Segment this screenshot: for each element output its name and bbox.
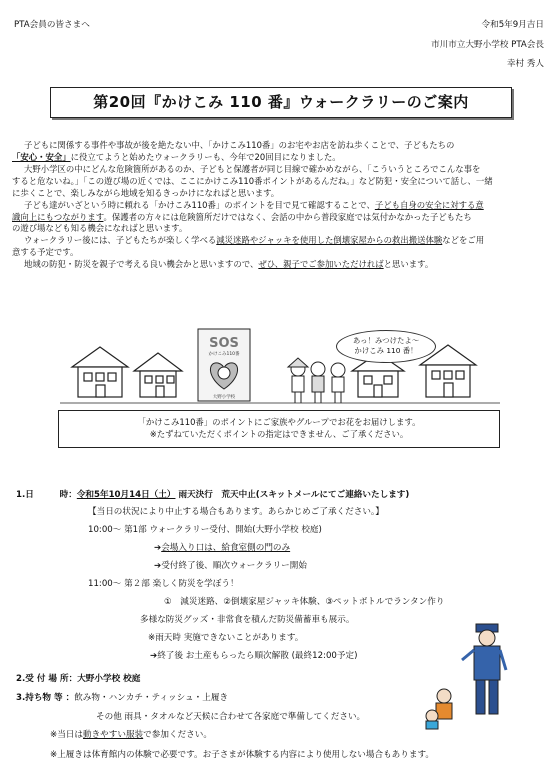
part2-activities: ① 減災迷路、②倒壊家屋ジャッキ体験、③ペットボトルでランタン作り <box>164 597 445 607</box>
notice-line: ※たずねていただくポイントの指定はできません、ご了承ください。 <box>149 429 409 440</box>
safety-emphasis: 「安心・安全」 <box>12 151 71 162</box>
note-emphasis: 動きやすい服装 <box>82 730 144 740</box>
part1-start: ➔受付終了後、順次ウォークラリー開始 <box>154 561 307 571</box>
gate-info: 会場入り口は、給食室側の門のみ <box>161 543 291 553</box>
intro-text: に役立てようと始めたウォークラリーも、今年で20回目になりました。 <box>70 151 341 162</box>
intro-section <box>12 140 548 271</box>
rain-note: ※雨天時 実施できないことがあります。 <box>148 633 304 643</box>
sos-subtitle: かけこみ110番 <box>208 352 240 357</box>
intro-text: 地域の防犯・防災を親子で考える良い機会かと思いますので、 <box>24 259 259 270</box>
addressee: PTA会員の皆さまへ <box>14 20 90 30</box>
street-illustration <box>0 325 558 415</box>
intro-emphasis: 子ども自身の安全に対する意 <box>374 199 484 210</box>
issue-date: 令和5年9月吉日 <box>481 20 544 30</box>
intro-text: 意する予定です。 <box>12 247 79 258</box>
intro-text: 子ども達がいざという時に頼れる「かけこみ110番」のポイントを目で見て確認することで、 <box>24 199 375 210</box>
part2-schedule: 11:00～ 第２部 楽しく防災を学ぼう！ <box>88 579 239 589</box>
notice-box <box>58 410 500 448</box>
bubble-line: かけこみ 110 番！ <box>354 346 418 356</box>
items-value: 飲み物・ハンカチ・ティッシュ・上履き <box>74 693 229 703</box>
children-icon <box>288 358 345 403</box>
shoes-note: ※上履きは体育館内の体験で必要です。お子さまが体験する内容により使用しない場合もあります。 <box>50 750 434 760</box>
note-text: ※当日は <box>50 730 83 740</box>
bubble-line: あっ！みつけたよ～ <box>352 336 420 345</box>
items-label: 3.持ち物 等 ： <box>16 693 75 703</box>
intro-text: すると危ないね。」「この遊び場の近くでは、ここにかけこみ110番ポイントがあるんだね。」など防犯・安全について話し、一緒 <box>12 175 493 186</box>
part1-schedule: 10:00～ 第1部 ウォークラリー受付、開始(大野小学校 校庭) <box>88 525 322 535</box>
dismissal-info: ➔終了後 お土産もらったら順次解散 (最終12:00予定) <box>150 651 358 661</box>
date-note: 【当日の状況により中止する場合もあります。あらかじめご了承ください。】 <box>88 507 384 517</box>
place-label: 2.受 付 場 所： <box>16 674 78 684</box>
date-value: 令和5年10月14日（土） <box>76 490 176 500</box>
organization: 市川市立大野小学校 PTA会長 <box>431 40 544 50</box>
chair-name: 幸村 秀人 <box>506 59 544 69</box>
house-icon <box>72 347 128 397</box>
note-text: で参加ください。 <box>143 730 212 740</box>
police-officer-illustration <box>418 620 518 730</box>
sos-sign <box>198 329 250 401</box>
house-icon <box>134 353 182 397</box>
speech-bubble <box>336 330 436 363</box>
intro-text: 大野小学区の中にどんな危険箇所があるのか、子どもと保護者が同じ目線で確かめながら、「こういうところでこんな事を <box>24 163 481 174</box>
intro-text: の遊び場なども知る機会になればと思います。 <box>12 223 188 234</box>
intro-emphasis: 識向上にもつながります <box>12 211 104 222</box>
intro-text: ウォークラリー後には、子どもたちが楽しく学べる <box>24 235 217 246</box>
intro-text: に歩くことで、楽しみながら地域を知るきっかけになればと思います。 <box>12 187 280 198</box>
intro-text: などをご用 <box>442 235 485 246</box>
place-value: 大野小学校 校庭 <box>77 674 141 684</box>
intro-emphasis: ぜひ、親子でご参加いただければ <box>258 259 384 270</box>
intro-emphasis: 減災迷路やジャッキを使用した倒壊家屋からの救出搬送体験 <box>216 235 443 246</box>
sos-title: SOS <box>209 336 239 351</box>
items-other: その他 雨具・タオルなど天候に合わせて各家庭で準備してください。 <box>96 712 366 722</box>
arrow-icon: ➔ <box>154 543 162 553</box>
sos-school: 大野小学校 <box>212 395 236 400</box>
date-label: 1.日 時： <box>16 490 77 500</box>
part2-exhibit: 多様な防災グッズ・非常食を積んだ防災備蓄車も展示。 <box>140 615 355 625</box>
page-title: 第20回『かけこみ 110 番』ウォークラリーのご案内 <box>50 87 512 118</box>
intro-text: と思います。 <box>383 259 434 270</box>
intro-text: 子どもに関係する事件や事故が後を絶たない中、「かけこみ110番」のお宅やお店を訪ね歩くことで、子どもたちの <box>24 140 455 150</box>
intro-text: 。保護者の方々には危険箇所だけではなく、会話の中から普段家庭では気付かなかった子どもたち <box>103 211 472 222</box>
notice-line: 「かけこみ110番」のポイントにご家族やグループでお花をお届けします。 <box>137 417 421 427</box>
date-rest: 雨天決行 荒天中止(スキットメールにてご連絡いたします) <box>175 490 410 500</box>
